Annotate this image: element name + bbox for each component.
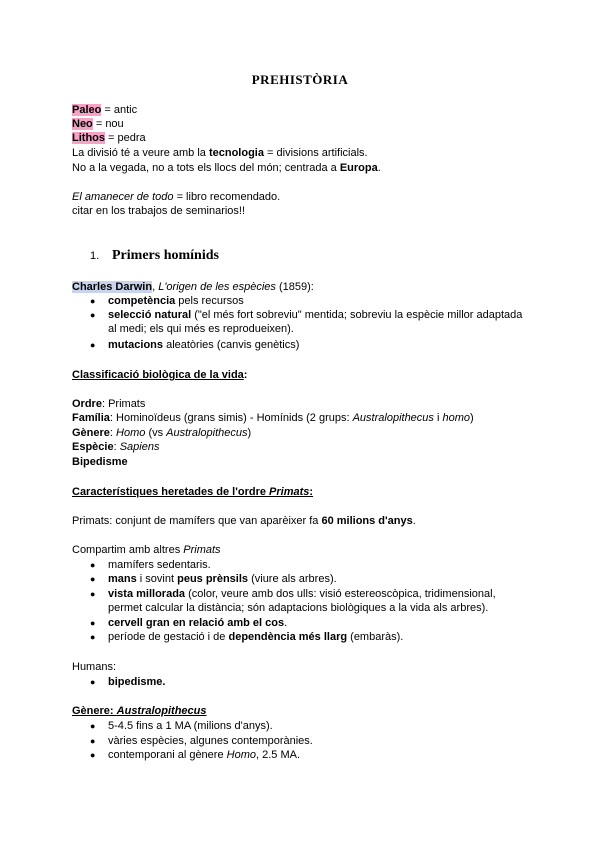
bullet-bold: cervell gran en relació amb el cos — [108, 617, 285, 629]
genere-v1: : — [109, 427, 117, 439]
primats-a: Primats: conjunt de mamífers que van aparèixer fa — [72, 515, 322, 527]
classif-heading-colon: : — [243, 369, 248, 381]
bullet-continuation: permet calcular la distància; són adaptacions biològiques a la vida als arbres). — [108, 602, 489, 614]
bipedisme-text: Bipedisme — [72, 456, 128, 468]
bullet-rest2: (viure als arbres). — [248, 573, 337, 585]
bullet-icon: ● — [90, 750, 96, 760]
page-title: PREHISTÒRIA — [251, 72, 349, 87]
bullet-bold: mutacions — [108, 339, 164, 351]
primats-b: 60 milions d'anys — [321, 515, 413, 527]
bullet-text: vàries espècies, algunes contemporànies. — [108, 735, 313, 747]
genere-v2: Homo — [116, 427, 146, 439]
familia-v2: Australopithecus — [352, 412, 434, 424]
bullet-text-a: contemporani al gènere — [108, 749, 227, 761]
bullet-icon: ● — [90, 618, 96, 628]
genere-v3: (vs — [145, 427, 167, 439]
bullet-rest: . — [284, 617, 288, 629]
australo-heading-b: : — [109, 705, 117, 717]
darwin-line — [72, 280, 314, 294]
bullet-rest: mamífers sedentaris. — [108, 559, 211, 571]
bullet-text-c: , 2.5 MA. — [255, 749, 301, 761]
compartim-line — [72, 543, 221, 557]
list-item — [90, 616, 287, 630]
division-c: = divisions artificials. — [263, 147, 368, 159]
bullet-pre: període de gestació i de — [108, 631, 229, 643]
especie-v2: Sapiens — [119, 441, 160, 453]
book-line — [72, 190, 280, 204]
australo-heading — [72, 704, 207, 718]
list-item — [90, 719, 273, 733]
list-item — [90, 748, 300, 762]
bullet-icon: ● — [90, 574, 96, 584]
darwin-name: Charles Darwin — [72, 281, 153, 293]
familia-line — [72, 411, 474, 425]
australo-heading-a: Gènere — [72, 705, 110, 717]
primats-c: . — [412, 515, 416, 527]
notall-b: Europa — [339, 162, 378, 174]
caract-heading-b: Primats — [269, 486, 310, 498]
paleo-line — [72, 103, 137, 117]
bullet-icon: ● — [90, 736, 96, 746]
division-b: tecnologia — [208, 147, 264, 159]
cite-line: citar en los trabajos de seminarios!! — [72, 205, 246, 217]
ordre-key: Ordre — [72, 398, 102, 410]
ordre-line — [72, 397, 145, 411]
bullet-rest: ("el més fort sobreviu" mentida; sobreviu la espècie millor adaptada — [191, 309, 523, 321]
genere-v4: Australopithecus — [166, 427, 248, 439]
genere-key: Gènere — [72, 427, 110, 439]
section-heading — [90, 248, 219, 264]
section-title: Primers homínids — [112, 248, 219, 263]
darwin-work: L'origen de les espècies — [158, 281, 276, 293]
familia-v4: homo — [442, 412, 471, 424]
list-item — [90, 587, 496, 601]
humans-line: Humans: — [72, 661, 117, 673]
bullet-bold: vista millorada — [108, 588, 186, 600]
bullet-icon: ● — [90, 589, 96, 599]
bullet-text-b: Homo — [226, 749, 256, 761]
bullet-bold: mans — [108, 573, 137, 585]
bullet-text: 5-4.5 fins a 1 MA (milions d'anys). — [108, 720, 273, 732]
list-item — [90, 630, 403, 644]
bullet-rest: (embaràs). — [347, 631, 404, 643]
bullet-bold2: peus prènsils — [177, 573, 249, 585]
bullet-rest: (color, veure amb dos ulls: visió estereoscòpica, tridimensional, — [185, 588, 496, 600]
classif-heading-text: Classificació biològica de la vida — [72, 369, 244, 381]
especie-key: Espècie — [72, 441, 114, 453]
bullet-continuation: al medi; els qui més es reprodueixen). — [108, 323, 294, 335]
familia-key: Família — [72, 412, 110, 424]
list-item — [90, 572, 337, 586]
bullet-bold: bipedisme. — [108, 676, 166, 688]
darwin-sep: , — [152, 281, 159, 293]
bullet-rest: aleatòries (canvis genètics) — [163, 339, 300, 351]
bullet-bold: dependència més llarg — [228, 631, 348, 643]
lithos-line — [72, 131, 146, 145]
bullet-icon: ● — [90, 632, 96, 642]
list-item — [90, 734, 313, 748]
bullet-icon: ● — [90, 721, 96, 731]
familia-v3: i — [433, 412, 443, 424]
neo-def: = nou — [92, 118, 124, 130]
lithos-def: = pedra — [105, 132, 146, 144]
especie-line — [72, 440, 159, 454]
paleo-term: Paleo — [72, 104, 102, 116]
bullet-bold: competència — [108, 295, 176, 307]
division-line — [72, 146, 368, 160]
book-title: El amanecer de todo — [72, 191, 174, 203]
list-item — [90, 294, 244, 308]
list-item — [90, 308, 522, 322]
notall-c: . — [377, 162, 381, 174]
paleo-def: = antic — [101, 104, 138, 116]
compartim-b: Primats — [183, 544, 221, 556]
notall-line — [72, 161, 381, 175]
primats-line — [72, 514, 416, 528]
bullet-icon: ● — [90, 677, 96, 687]
darwin-year: (1859): — [275, 281, 314, 293]
list-item — [90, 675, 165, 689]
genere-line — [72, 426, 251, 440]
classif-heading — [72, 368, 247, 382]
neo-line — [72, 117, 124, 131]
list-item — [90, 338, 299, 352]
caract-heading-a: Característiques heretades de l'ordre — [72, 486, 270, 498]
bipedisme-line — [72, 455, 128, 469]
familia-v1: : Hominoïdeus (grans simis) - Homínids (2 grups: — [109, 412, 353, 424]
list-item — [90, 558, 211, 572]
bullet-rest: i sovint — [136, 573, 178, 585]
notall-a: No a la vegada, no a tots els llocs del món; centrada a — [72, 162, 340, 174]
australo-heading-c: Australopithecus — [116, 705, 207, 717]
bullet-icon: ● — [90, 296, 96, 306]
section-number: 1. — [90, 250, 100, 262]
familia-v5: ) — [470, 412, 474, 424]
caract-heading-c: : — [309, 486, 314, 498]
bullet-icon: ● — [90, 560, 96, 570]
genere-v5: ) — [247, 427, 252, 439]
caract-heading — [72, 485, 313, 499]
lithos-term: Lithos — [72, 132, 105, 144]
especie-v1: : — [113, 441, 120, 453]
bullet-rest: pels recursos — [175, 295, 244, 307]
compartim-a: Compartim amb altres — [72, 544, 184, 556]
division-a: La divisió té a veure amb la — [72, 147, 209, 159]
bullet-icon: ● — [90, 310, 96, 320]
ordre-value: : Primats — [101, 398, 146, 410]
bullet-bold: selecció natural — [108, 309, 192, 321]
book-note: = libro recomendado. — [173, 191, 281, 203]
neo-term: Neo — [72, 118, 93, 130]
bullet-icon: ● — [90, 340, 96, 350]
